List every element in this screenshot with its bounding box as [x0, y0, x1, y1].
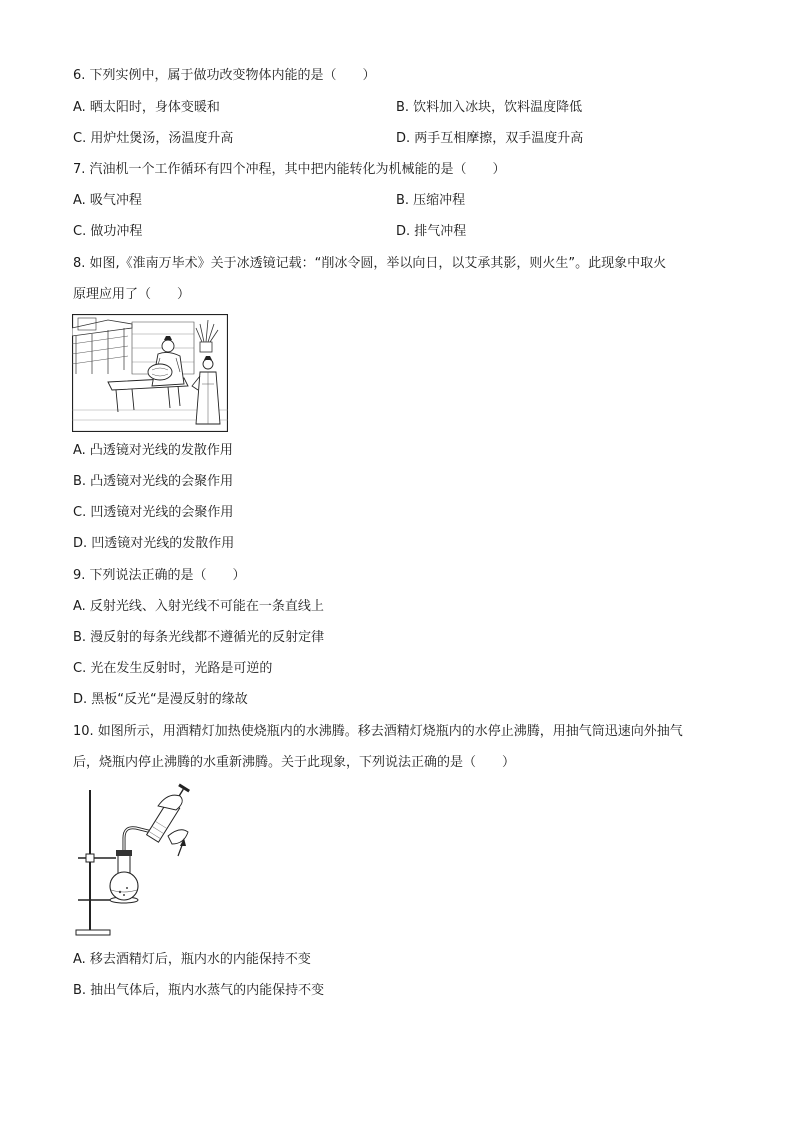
- q10-option-b: B. 抽出气体后，瓶内水蒸气的内能保持不变: [73, 983, 325, 998]
- q7-option-a: A. 吸气冲程: [73, 193, 142, 208]
- flask-stand-syringe-apparatus: [72, 782, 196, 942]
- q6-option-d: D. 两手互相摩擦，双手温度升高: [396, 131, 584, 146]
- q6-stem: 6. 下列实例中，属于做功改变物体内能的是（ ）: [73, 68, 376, 83]
- q8-option-a: A. 凸透镜对光线的发散作用: [73, 443, 233, 458]
- q9-option-d: D. 黑板“反光“是漫反射的缘故: [73, 692, 248, 707]
- q9-option-b: B. 漫反射的每条光线都不遵循光的反射定律: [73, 630, 325, 645]
- q8-option-c: C. 凹透镜对光线的会聚作用: [73, 505, 234, 520]
- q10-option-a: A. 移去酒精灯后，瓶内水的内能保持不变: [73, 952, 311, 967]
- q7-option-d: D. 排气冲程: [396, 224, 467, 239]
- q9-option-a: A. 反射光线、入射光线不可能在一条直线上: [73, 599, 324, 614]
- q10-stem-line2: 后，烧瓶内停止沸腾的水重新沸腾。关于此现象，下列说法正确的是（ ）: [73, 755, 516, 770]
- q8-option-b: B. 凸透镜对光线的会聚作用: [73, 474, 234, 489]
- q9-stem: 9. 下列说法正确的是（ ）: [73, 568, 246, 583]
- q7-option-c: C. 做功冲程: [73, 224, 143, 239]
- q6-option-a: A. 晒太阳时，身体变暖和: [73, 100, 220, 115]
- q6-option-c: C. 用炉灶煲汤，汤温度升高: [73, 131, 234, 146]
- q10-stem-line1: 10. 如图所示，用酒精灯加热使烧瓶内的水沸腾。移去酒精灯烧瓶内的水停止沸腾，用抽气筒迅速向外抽气: [73, 724, 683, 739]
- q8-option-d: D. 凹透镜对光线的发散作用: [73, 536, 235, 551]
- q7-option-b: B. 压缩冲程: [396, 193, 466, 208]
- q7-stem: 7. 汽油机一个工作循环有四个冲程，其中把内能转化为机械能的是（ ）: [73, 162, 506, 177]
- q8-stem-line2: 原理应用了（ ）: [73, 287, 191, 302]
- q8-stem-line1: 8. 如图,《淮南万毕术》关于冰透镜记载：“削冰令圆，举以向日，以艾承其影，则火生”。此现象中取火: [73, 256, 667, 271]
- ancient-scholar-ice-lens-illustration: [72, 314, 228, 432]
- q6-option-b: B. 饮料加入冰块，饮料温度降低: [396, 100, 583, 115]
- q9-option-c: C. 光在发生反射时，光路是可逆的: [73, 661, 273, 676]
